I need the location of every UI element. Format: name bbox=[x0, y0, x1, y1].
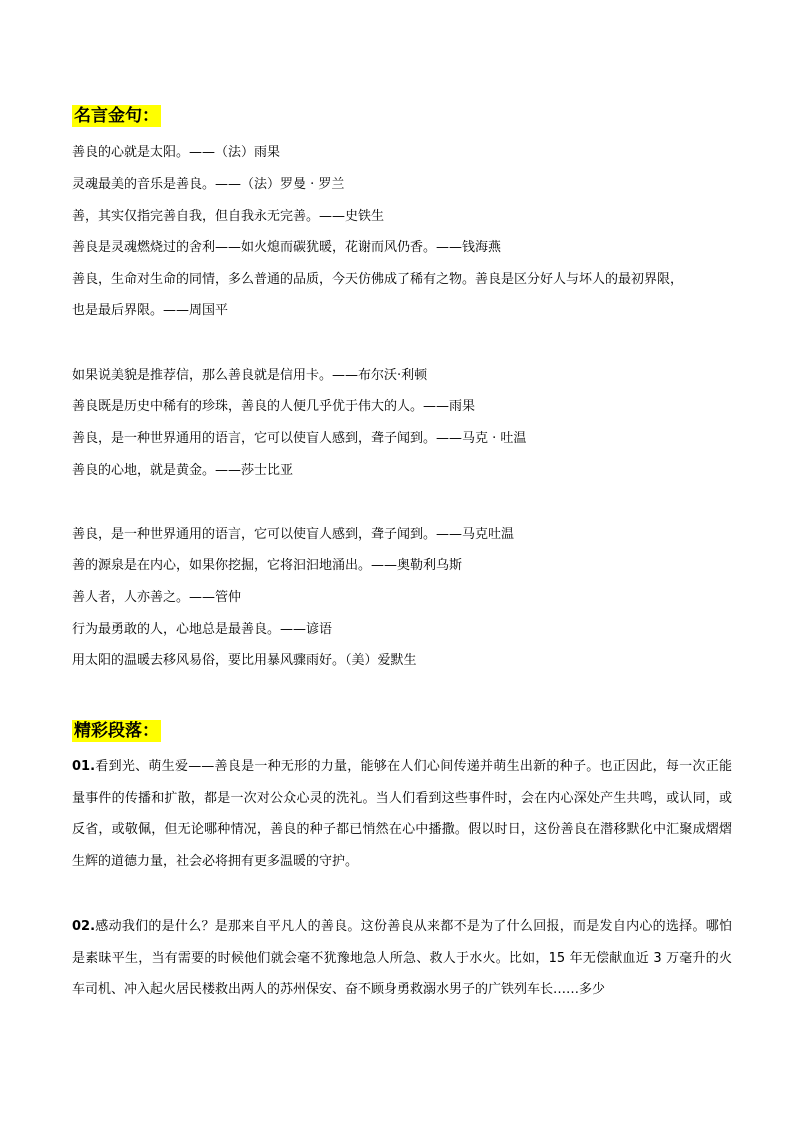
quote-line: 善良，是一种世界通用的语言，它可以使盲人感到，聋子闻到。——马克吐温 bbox=[72, 527, 515, 542]
section-heading-paragraphs: 精彩段落： bbox=[74, 721, 159, 741]
paragraph-02 bbox=[72, 911, 732, 1006]
quote-line: 善良是灵魂燃烧过的舍利——如火熄而碳犹暖，花谢而风仍香。——钱海燕 bbox=[72, 240, 502, 255]
quote-line: 用太阳的温暖去移风易俗，要比用暴风骤雨好。（美）爱默生 bbox=[72, 653, 417, 668]
paragraph-text: 看到光、萌生爱——善良是一种无形的力量，能够在人们心间传递并萌生出新的种子。也正因此，每一次正能量事件的传播和扩散，都是一次对公众心灵的洗礼。当人们看到这些事件时，会在内心深处产生共鸣，或认同，或反省，或敬佩，但无论哪种情况，善良的种子都已悄然在心中播撒。假以时日，这份善良在潜移默化中汇聚成熠熠生辉的道德力量，社会必将拥有更多温暖的守护。 bbox=[72, 759, 732, 869]
quote-line: 善良，是一种世界通用的语言，它可以使盲人感到，聋子闻到。——马克 · 吐温 bbox=[72, 431, 527, 446]
paragraph-number: 02. bbox=[72, 919, 96, 934]
quote-line: 也是最后界限。——周国平 bbox=[72, 303, 229, 318]
paragraph-number: 01. bbox=[72, 759, 96, 774]
quote-line: 灵魂最美的音乐是善良。——（法）罗曼 · 罗兰 bbox=[72, 177, 345, 192]
quote-line: 善，其实仅指完善自我，但自我永无完善。——史铁生 bbox=[72, 209, 385, 224]
paragraph-text: 感动我们的是什么？是那来自平凡人的善良。这份善良从来都不是为了什么回报，而是发自内心的选择。哪怕是素昧平生，当有需要的时候他们就会毫不犹豫地急人所急、救人于水火。比如，15 年无偿献血近 3 万毫升的火车司机、冲入起火居民楼救出两人的苏州保安、奋不顾身勇救溺水男子的广铁列车长……多少 bbox=[72, 919, 732, 997]
quote-line: 善人者，人亦善之。——管仲 bbox=[72, 590, 242, 605]
quote-line: 善良，生命对生命的同情，多么普通的品质，今天仿佛成了稀有之物。善良是区分好人与坏人的最初界限， bbox=[72, 272, 684, 287]
quote-line: 行为最勇敢的人，心地总是最善良。——谚语 bbox=[72, 622, 333, 637]
quote-line: 善良的心就是太阳。——（法）雨果 bbox=[72, 145, 281, 160]
section-heading-quotes: 名言金句： bbox=[74, 106, 159, 126]
paragraph-01 bbox=[72, 751, 732, 877]
quote-line: 如果说美貌是推荐信，那么善良就是信用卡。——布尔沃·利顿 bbox=[72, 368, 428, 383]
quote-line: 善的源泉是在内心，如果你挖掘，它将汩汩地涌出。——奥勒利乌斯 bbox=[72, 558, 463, 573]
quote-line: 善良的心地，就是黄金。——莎士比亚 bbox=[72, 463, 294, 478]
quote-line: 善良既是历史中稀有的珍珠，善良的人便几乎优于伟大的人。——雨果 bbox=[72, 399, 476, 414]
